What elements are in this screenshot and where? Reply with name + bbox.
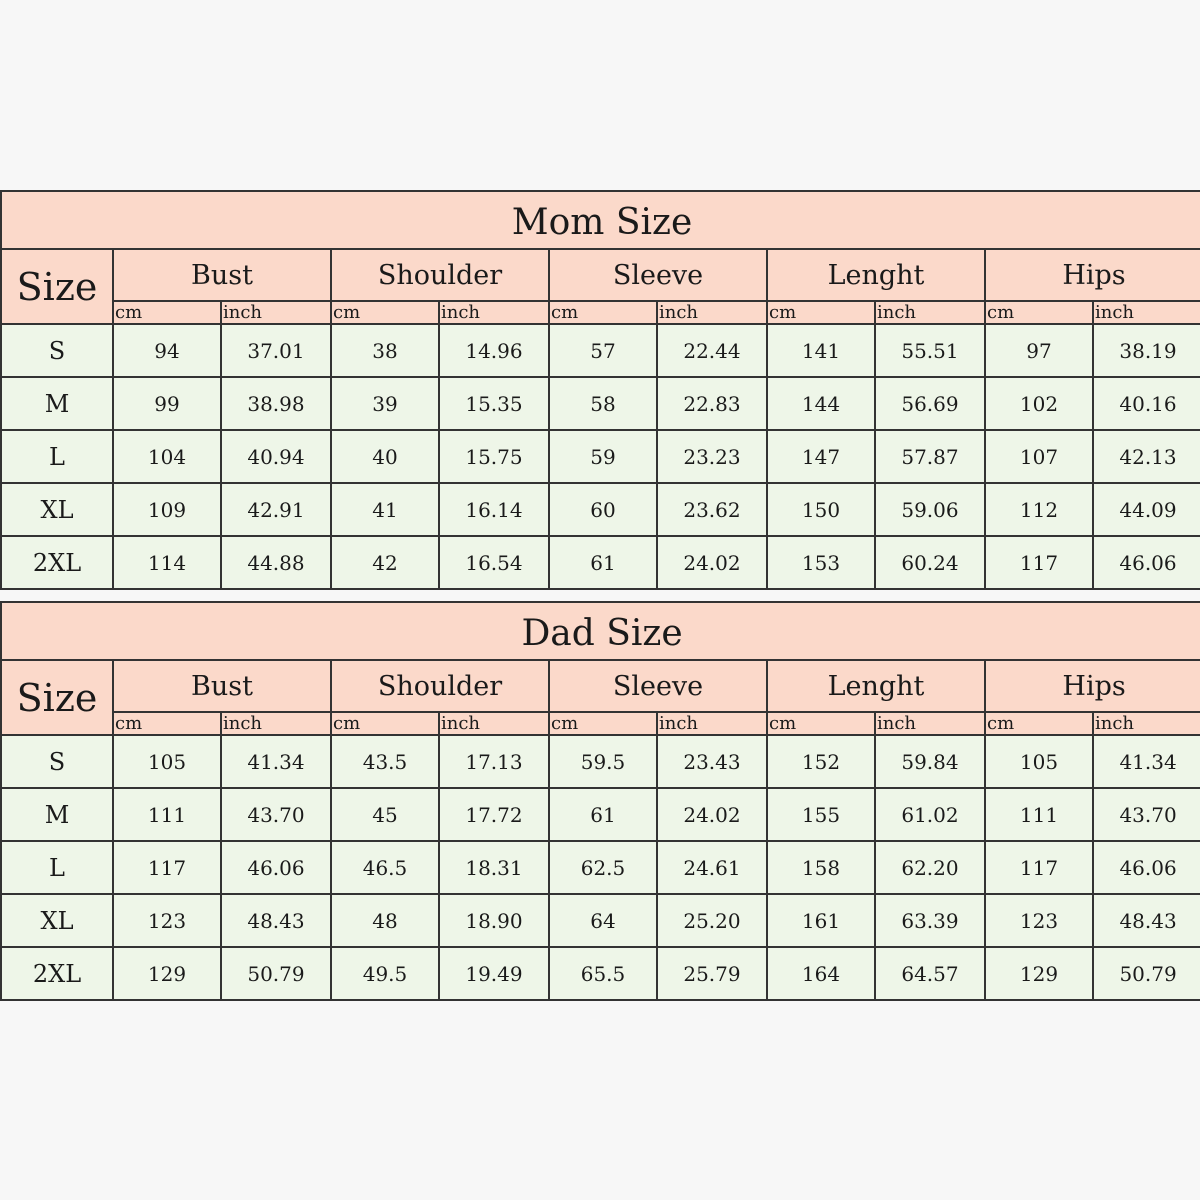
value-cell: 50.79 [1093, 947, 1200, 1000]
column-header-lenght: Lenght [767, 660, 985, 712]
value-cell: 56.69 [875, 377, 985, 430]
value-cell: 40.16 [1093, 377, 1200, 430]
unit-label-cm: cm [985, 301, 1093, 324]
table-row [1, 377, 1200, 430]
unit-label-cm: cm [985, 712, 1093, 735]
size-cell: L [1, 841, 113, 894]
size-cell: XL [1, 483, 113, 536]
value-cell: 17.72 [439, 788, 549, 841]
value-cell: 25.20 [657, 894, 767, 947]
value-cell: 46.06 [1093, 841, 1200, 894]
value-cell: 38 [331, 324, 439, 377]
value-cell: 129 [113, 947, 221, 1000]
size-cell: 2XL [1, 947, 113, 1000]
value-cell: 123 [113, 894, 221, 947]
value-cell: 41 [331, 483, 439, 536]
value-cell: 42 [331, 536, 439, 589]
value-cell: 60 [549, 483, 657, 536]
size-cell: M [1, 377, 113, 430]
value-cell: 48 [331, 894, 439, 947]
size-cell: 2XL [1, 536, 113, 589]
dad-size-table [0, 601, 1200, 1001]
column-header-row [1, 249, 1200, 301]
value-cell: 105 [985, 735, 1093, 788]
column-header-bust: Bust [113, 660, 331, 712]
value-cell: 15.35 [439, 377, 549, 430]
value-cell: 17.13 [439, 735, 549, 788]
size-header: Size [1, 660, 113, 735]
value-cell: 44.88 [221, 536, 331, 589]
column-header-hips: Hips [985, 660, 1200, 712]
value-cell: 107 [985, 430, 1093, 483]
unit-label-cm: cm [767, 301, 875, 324]
value-cell: 109 [113, 483, 221, 536]
mom-size-table [0, 190, 1200, 590]
table-row [1, 947, 1200, 1000]
unit-label-inch: inch [1093, 712, 1200, 735]
unit-label-cm: cm [331, 712, 439, 735]
value-cell: 40.94 [221, 430, 331, 483]
column-header-bust: Bust [113, 249, 331, 301]
value-cell: 55.51 [875, 324, 985, 377]
unit-label-inch: inch [221, 712, 331, 735]
size-header: Size [1, 249, 113, 324]
column-header-hips: Hips [985, 249, 1200, 301]
table-row [1, 894, 1200, 947]
unit-label-inch: inch [439, 301, 549, 324]
value-cell: 15.75 [439, 430, 549, 483]
unit-label-inch: inch [875, 301, 985, 324]
unit-label-cm: cm [113, 712, 221, 735]
value-cell: 64 [549, 894, 657, 947]
value-cell: 60.24 [875, 536, 985, 589]
value-cell: 61 [549, 536, 657, 589]
unit-label-cm: cm [767, 712, 875, 735]
value-cell: 59.06 [875, 483, 985, 536]
column-header-sleeve: Sleeve [549, 660, 767, 712]
value-cell: 114 [113, 536, 221, 589]
value-cell: 39 [331, 377, 439, 430]
value-cell: 19.49 [439, 947, 549, 1000]
value-cell: 161 [767, 894, 875, 947]
value-cell: 23.62 [657, 483, 767, 536]
value-cell: 46.06 [221, 841, 331, 894]
value-cell: 164 [767, 947, 875, 1000]
value-cell: 144 [767, 377, 875, 430]
dad-size-table-wrap [0, 601, 1200, 1001]
value-cell: 99 [113, 377, 221, 430]
value-cell: 46.06 [1093, 536, 1200, 589]
value-cell: 48.43 [221, 894, 331, 947]
unit-label-inch: inch [657, 301, 767, 324]
column-header-row [1, 660, 1200, 712]
value-cell: 16.14 [439, 483, 549, 536]
unit-label-cm: cm [331, 301, 439, 324]
unit-label-cm: cm [549, 712, 657, 735]
table-title-row [1, 602, 1200, 660]
value-cell: 97 [985, 324, 1093, 377]
value-cell: 153 [767, 536, 875, 589]
value-cell: 59.84 [875, 735, 985, 788]
value-cell: 18.31 [439, 841, 549, 894]
value-cell: 61 [549, 788, 657, 841]
table-row [1, 324, 1200, 377]
size-cell: L [1, 430, 113, 483]
column-header-sleeve: Sleeve [549, 249, 767, 301]
value-cell: 141 [767, 324, 875, 377]
value-cell: 111 [985, 788, 1093, 841]
value-cell: 42.91 [221, 483, 331, 536]
size-cell: XL [1, 894, 113, 947]
value-cell: 57 [549, 324, 657, 377]
size-cell: S [1, 324, 113, 377]
value-cell: 23.23 [657, 430, 767, 483]
value-cell: 24.02 [657, 536, 767, 589]
value-cell: 59.5 [549, 735, 657, 788]
column-header-lenght: Lenght [767, 249, 985, 301]
value-cell: 62.20 [875, 841, 985, 894]
value-cell: 25.79 [657, 947, 767, 1000]
table-row [1, 483, 1200, 536]
value-cell: 112 [985, 483, 1093, 536]
mom-size-table-wrap [0, 190, 1200, 590]
value-cell: 147 [767, 430, 875, 483]
unit-label-inch: inch [657, 712, 767, 735]
size-cell: M [1, 788, 113, 841]
table-title: Dad Size [1, 602, 1200, 660]
value-cell: 40 [331, 430, 439, 483]
value-cell: 41.34 [1093, 735, 1200, 788]
value-cell: 117 [985, 536, 1093, 589]
unit-label-inch: inch [875, 712, 985, 735]
value-cell: 43.70 [1093, 788, 1200, 841]
value-cell: 38.19 [1093, 324, 1200, 377]
value-cell: 38.98 [221, 377, 331, 430]
value-cell: 152 [767, 735, 875, 788]
column-header-shoulder: Shoulder [331, 249, 549, 301]
value-cell: 24.02 [657, 788, 767, 841]
value-cell: 24.61 [657, 841, 767, 894]
value-cell: 111 [113, 788, 221, 841]
unit-row [1, 301, 1200, 324]
value-cell: 61.02 [875, 788, 985, 841]
value-cell: 48.43 [1093, 894, 1200, 947]
value-cell: 23.43 [657, 735, 767, 788]
value-cell: 43.70 [221, 788, 331, 841]
value-cell: 104 [113, 430, 221, 483]
unit-label-inch: inch [1093, 301, 1200, 324]
table-row [1, 841, 1200, 894]
value-cell: 62.5 [549, 841, 657, 894]
value-cell: 45 [331, 788, 439, 841]
value-cell: 50.79 [221, 947, 331, 1000]
value-cell: 129 [985, 947, 1093, 1000]
value-cell: 41.34 [221, 735, 331, 788]
unit-label-inch: inch [221, 301, 331, 324]
value-cell: 18.90 [439, 894, 549, 947]
table-row [1, 735, 1200, 788]
size-cell: S [1, 735, 113, 788]
value-cell: 16.54 [439, 536, 549, 589]
value-cell: 117 [113, 841, 221, 894]
value-cell: 14.96 [439, 324, 549, 377]
table-row [1, 430, 1200, 483]
value-cell: 42.13 [1093, 430, 1200, 483]
column-header-shoulder: Shoulder [331, 660, 549, 712]
value-cell: 158 [767, 841, 875, 894]
value-cell: 43.5 [331, 735, 439, 788]
table-title: Mom Size [1, 191, 1200, 249]
value-cell: 49.5 [331, 947, 439, 1000]
unit-label-cm: cm [113, 301, 221, 324]
value-cell: 57.87 [875, 430, 985, 483]
unit-label-cm: cm [549, 301, 657, 324]
table-row [1, 788, 1200, 841]
unit-row [1, 712, 1200, 735]
value-cell: 58 [549, 377, 657, 430]
table-title-row [1, 191, 1200, 249]
unit-label-inch: inch [439, 712, 549, 735]
value-cell: 155 [767, 788, 875, 841]
value-cell: 59 [549, 430, 657, 483]
value-cell: 37.01 [221, 324, 331, 377]
value-cell: 102 [985, 377, 1093, 430]
value-cell: 105 [113, 735, 221, 788]
value-cell: 150 [767, 483, 875, 536]
value-cell: 117 [985, 841, 1093, 894]
table-row [1, 536, 1200, 589]
value-cell: 63.39 [875, 894, 985, 947]
value-cell: 44.09 [1093, 483, 1200, 536]
value-cell: 94 [113, 324, 221, 377]
value-cell: 64.57 [875, 947, 985, 1000]
value-cell: 123 [985, 894, 1093, 947]
value-cell: 46.5 [331, 841, 439, 894]
value-cell: 22.83 [657, 377, 767, 430]
value-cell: 22.44 [657, 324, 767, 377]
value-cell: 65.5 [549, 947, 657, 1000]
